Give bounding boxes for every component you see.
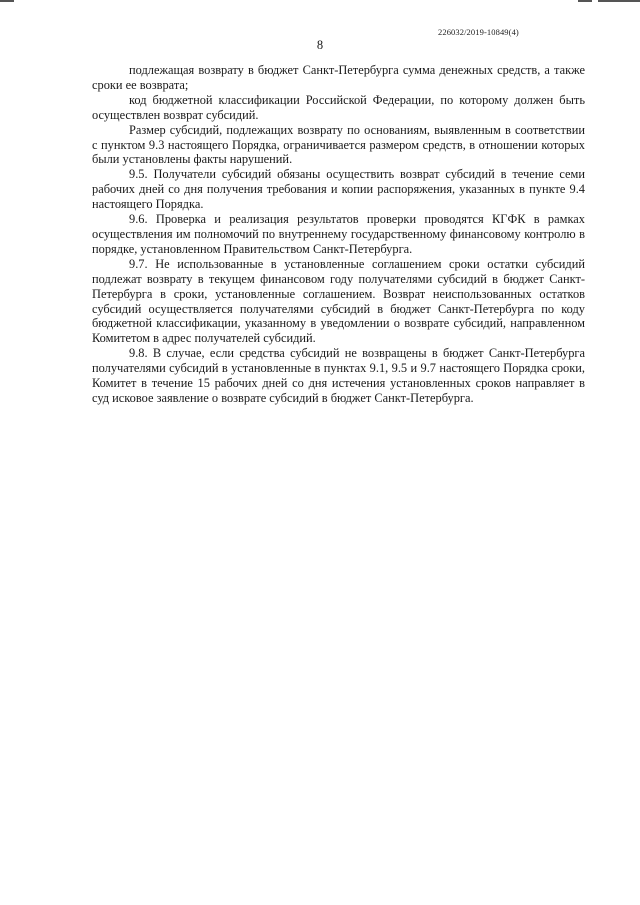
paragraph: 9.7. Не использованные в установленные соглашением сроки остатки субсидий подлежат возврату в текущем финансовом году получателями субсидий в бюджет Санкт-Петербурга в сроки, установленные соглашением. Возврат неиспользованных остатков субсидий осуществляется получателями субсидий в бюджет Санкт-Петербурга по коду бюджетной классификации, указанному в уведомлении о возврате субсидий, направленном Комитетом в адрес получателей субсидий. <box>92 256 585 346</box>
document-body <box>92 63 585 406</box>
paragraph: 9.8. В случае, если средства субсидий не возвращены в бюджет Санкт-Петербурга получателями субсидий в установленные в пунктах 9.1, 9.5 и 9.7 настоящего Порядка сроки, Комитет в течение 15 рабочих дней со дня истечения установленных сроков направляет в суд исковое заявление о возврате субсидий в бюджет Санкт-Петербурга. <box>92 346 585 405</box>
paragraph: подлежащая возврату в бюджет Санкт-Петербурга сумма денежных средств, а также сроки ее возврата; <box>92 63 585 92</box>
scan-edge-marks <box>0 0 640 4</box>
paragraph: 9.6. Проверка и реализация результатов проверки проводятся КГФК в рамках осуществления им полномочий по внутреннему государственному финансовому контролю в порядке, установленном Правительством Санкт-Петербурга. <box>92 212 585 256</box>
paragraph: Размер субсидий, подлежащих возврату по основаниям, выявленным в соответствии с пунктом 9.3 настоящего Порядка, ограничивается размером средств, в отношении которых были установлены факты нарушений. <box>92 122 585 167</box>
document-number: 226032/2019-10849(4) <box>438 27 519 37</box>
paragraph: 9.5. Получатели субсидий обязаны осуществить возврат субсидий в течение семи рабочих дней со дня получения требования и копии распоряжения, указанных в пункте 9.4 настоящего Порядка. <box>92 167 585 212</box>
page-number: 8 <box>316 38 324 52</box>
paragraph: код бюджетной классификации Российской Федерации, по которому должен быть осуществлен возврат субсидий. <box>92 92 585 122</box>
